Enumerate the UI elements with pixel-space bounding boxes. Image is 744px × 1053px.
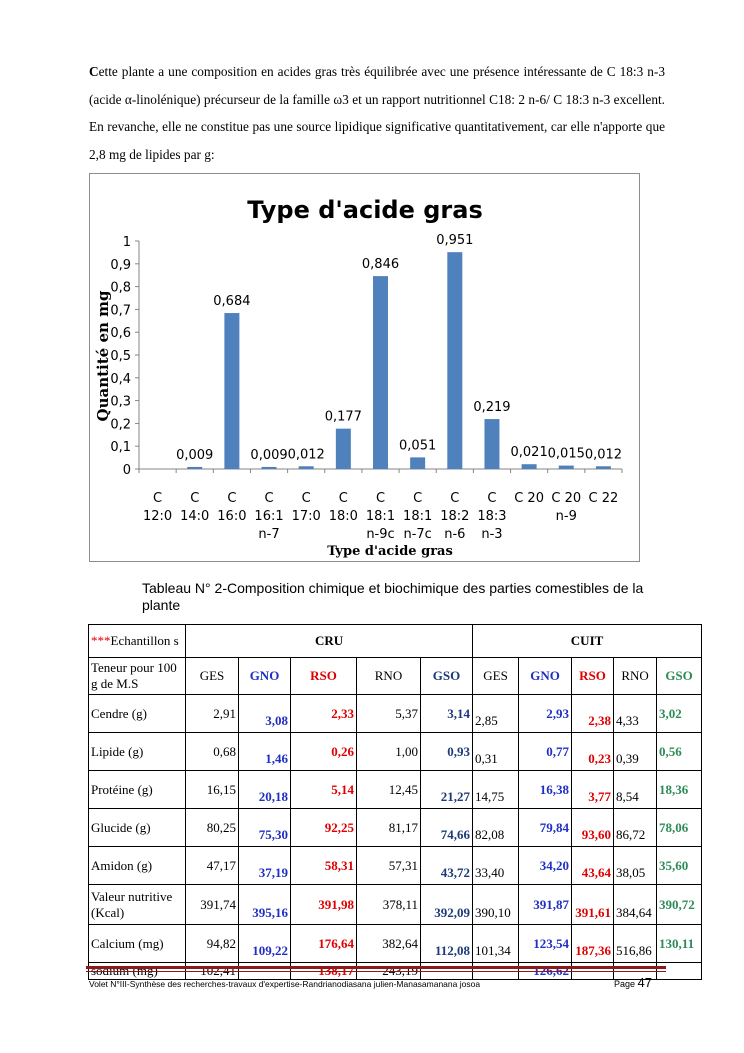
table-cell: 14,75 — [473, 771, 519, 809]
category-label: C — [301, 491, 311, 506]
bar — [224, 313, 239, 469]
y-tick-label: 0,5 — [110, 349, 131, 364]
table-row — [89, 925, 702, 963]
table-cell: 33,40 — [473, 847, 519, 885]
data-label: 0,684 — [213, 294, 251, 310]
col-header: RSO — [572, 658, 614, 695]
category-label: 16:0 — [217, 509, 247, 524]
table-cell: 74,66 — [421, 809, 473, 847]
table-cell: 378,11 — [357, 885, 421, 925]
category-label: 18:1 — [365, 509, 396, 524]
table-cell: 390,10 — [473, 885, 519, 925]
data-label: 0,846 — [361, 257, 400, 273]
table-cell: 3,08 — [239, 695, 291, 733]
bar — [522, 464, 537, 469]
row-label: Valeur nutritive (Kcal) — [89, 885, 186, 925]
composition-table — [88, 624, 702, 980]
col-header: RNO — [357, 658, 421, 695]
table-cell: 0,23 — [572, 733, 614, 771]
y-tick-label: 1 — [122, 235, 131, 250]
table-cell: 58,31 — [291, 847, 357, 885]
bar — [410, 457, 425, 469]
category-label: n-6 — [444, 527, 466, 542]
table-cell: 2,93 — [519, 695, 572, 733]
table-cell: 392,09 — [421, 885, 473, 925]
category-label: 17:0 — [291, 509, 321, 524]
table-cell: 187,36 — [572, 925, 614, 963]
category-label: C — [338, 491, 348, 506]
table-cell: 0,77 — [519, 733, 572, 771]
page-label: Page — [614, 979, 636, 989]
table-cell: 38,05 — [614, 847, 657, 885]
data-label: 0,012 — [287, 447, 325, 463]
table-cell: 391,87 — [519, 885, 572, 925]
col-header: GES — [473, 658, 519, 695]
bar — [447, 252, 462, 469]
table-cell: 47,17 — [186, 847, 239, 885]
category-label: C — [450, 491, 460, 506]
table-cell: 384,64 — [614, 885, 657, 925]
table-cell: 43,64 — [572, 847, 614, 885]
table-cell: 81,17 — [357, 809, 421, 847]
table-cell: 0,39 — [614, 733, 657, 771]
bar — [596, 466, 611, 469]
category-label: 18:3 — [477, 509, 507, 524]
category-label: C — [375, 491, 386, 506]
col-header: GSO — [657, 658, 702, 695]
col-header: GNO — [239, 658, 291, 695]
chart-svg — [90, 174, 639, 561]
data-label: 0,951 — [436, 233, 474, 249]
category-label: n-9 — [555, 509, 577, 524]
dropcap-letter: C — [89, 64, 99, 79]
category-label: C 20 — [551, 491, 582, 506]
table-row — [89, 885, 702, 925]
table-cell: 2,85 — [473, 695, 519, 733]
table-cell: 391,61 — [572, 885, 614, 925]
table-cell: 5,14 — [291, 771, 357, 809]
table-row — [89, 695, 702, 733]
table-cell: 5,37 — [357, 695, 421, 733]
y-axis-label: Quantité en mg — [94, 290, 112, 422]
category-label: C — [413, 491, 423, 506]
table-cell: 395,16 — [239, 885, 291, 925]
table-cell: 79,84 — [519, 809, 572, 847]
category-label: 18:2 — [440, 509, 470, 524]
data-label: 0,021 — [510, 445, 548, 461]
col-header: GES — [186, 658, 239, 695]
category-label: n-7 — [258, 527, 280, 542]
table-cell: 0,26 — [291, 733, 357, 771]
table-row — [89, 771, 702, 809]
y-tick-label: 0,9 — [110, 257, 131, 273]
data-label: 0,177 — [324, 409, 362, 425]
table-cell: 75,30 — [239, 809, 291, 847]
teneur-label: Teneur pour 100 g de M.S — [89, 658, 186, 695]
table-cell: 80,25 — [186, 809, 239, 847]
table-cell: 3,14 — [421, 695, 473, 733]
data-label: 0,009 — [176, 447, 214, 463]
intro-paragraph — [89, 58, 665, 168]
col-header: GNO — [519, 658, 572, 695]
table-cell: 93,60 — [572, 809, 614, 847]
group-cuit: CUIT — [473, 625, 702, 658]
page-number: 47 — [637, 975, 653, 990]
fatty-acid-chart — [89, 173, 640, 562]
table-cell: 3,77 — [572, 771, 614, 809]
category-label: C — [190, 491, 200, 506]
corner-label: Echantillon s — [110, 633, 179, 648]
table-row — [89, 733, 702, 771]
footer-rule-thin — [86, 971, 666, 972]
table-cell: 37,19 — [239, 847, 291, 885]
footer-page — [614, 975, 652, 990]
bar — [336, 429, 351, 469]
bar — [299, 466, 314, 469]
table-cell: 78,06 — [657, 809, 702, 847]
bar — [187, 467, 202, 469]
table-cell: 0,31 — [473, 733, 519, 771]
table-cell: 123,54 — [519, 925, 572, 963]
table-row — [89, 847, 702, 885]
table-cell: 1,46 — [239, 733, 291, 771]
category-label: 18:1 — [403, 509, 433, 524]
y-tick-label: 0,1 — [110, 440, 131, 456]
bar — [262, 467, 277, 469]
row-label: Lipide (g) — [89, 733, 186, 771]
table-cell: 82,08 — [473, 809, 519, 847]
data-label: 0,051 — [399, 438, 437, 454]
table-cell: 94,82 — [186, 925, 239, 963]
table-cell: 2,38 — [572, 695, 614, 733]
footer-rule-thick — [86, 966, 666, 969]
table-cell: 391,98 — [291, 885, 357, 925]
table-cell: 390,72 — [657, 885, 702, 925]
data-label: 0,015 — [547, 446, 585, 462]
x-axis-label: Type d'acide gras — [327, 544, 453, 559]
group-cru: CRU — [186, 625, 473, 658]
col-header: GSO — [421, 658, 473, 695]
table-cell: 2,91 — [186, 695, 239, 733]
table-cell: 2,33 — [291, 695, 357, 733]
category-label: 16:1 — [254, 509, 284, 524]
row-label: Cendre (g) — [89, 695, 186, 733]
col-header: RSO — [291, 658, 357, 695]
table-cell: 382,64 — [357, 925, 421, 963]
table-cell: 391,74 — [186, 885, 239, 925]
chart-title: Type d'acide gras — [247, 196, 483, 224]
table-cell: 176,64 — [291, 925, 357, 963]
category-label: C 20 — [514, 491, 544, 506]
row-label: Amidon (g) — [89, 847, 186, 885]
table-cell: 21,27 — [421, 771, 473, 809]
category-label: C — [487, 491, 497, 506]
category-label: n-3 — [481, 527, 503, 542]
table-cell: 1,00 — [357, 733, 421, 771]
table-cell: 112,08 — [421, 925, 473, 963]
table-cell: 3,02 — [657, 695, 702, 733]
table-cell: 86,72 — [614, 809, 657, 847]
table-row — [89, 809, 702, 847]
y-tick-label: 0,2 — [110, 417, 131, 433]
table-cell: 20,18 — [239, 771, 291, 809]
table-cell: 35,60 — [657, 847, 702, 885]
table-cell: 516,86 — [614, 925, 657, 963]
data-label: 0,219 — [473, 400, 511, 416]
category-label: 12:0 — [142, 509, 173, 524]
table-cell: 101,34 — [473, 925, 519, 963]
table-caption: Tableau N° 2-Composition chimique et biochimique des parties comestibles de la plante — [142, 580, 644, 613]
y-tick-label: 0,6 — [110, 326, 131, 342]
category-label: C — [153, 491, 163, 506]
y-tick-label: 0,4 — [110, 371, 131, 387]
paragraph-text: ette plante a une composition en acides gras très équilibrée avec une présence intéressante de C 18:3 n-3 (acide α-linolénique) précurseur de la famille ω3 et un rapport nutritionnel C18: 2 n-6/ C 18:3 n-3 excellent. En revanche, elle ne constitue pas une source lipidique significative quantitativement, car elle n'apporte que 2,8 mg de lipides par g: — [89, 64, 665, 162]
table-cell: 18,36 — [657, 771, 702, 809]
category-label: n-9c — [366, 527, 395, 542]
table-cell: 0,68 — [186, 733, 239, 771]
category-label: C 22 — [588, 491, 619, 506]
row-label: Calcium (mg) — [89, 925, 186, 963]
data-label: 0,009 — [250, 447, 288, 463]
table-cell: 0,93 — [421, 733, 473, 771]
table-cell: 16,15 — [186, 771, 239, 809]
bar — [373, 276, 388, 469]
col-header: RNO — [614, 658, 657, 695]
row-label: Glucide (g) — [89, 809, 186, 847]
table-cell: 34,20 — [519, 847, 572, 885]
table-cell: 43,72 — [421, 847, 473, 885]
table-cell: 16,38 — [519, 771, 572, 809]
table-cell: 12,45 — [357, 771, 421, 809]
row-label: Protéine (g) — [89, 771, 186, 809]
category-label: 14:0 — [180, 509, 210, 524]
y-tick-label: 0,3 — [110, 394, 131, 410]
y-tick-label: 0 — [122, 463, 131, 478]
category-label: n-7c — [403, 527, 432, 542]
table-cell: 0,56 — [657, 733, 702, 771]
table-cell: 109,22 — [239, 925, 291, 963]
table-cell: 92,25 — [291, 809, 357, 847]
category-label: C — [264, 491, 274, 506]
table-cell: 57,31 — [357, 847, 421, 885]
data-label: 0,012 — [584, 447, 623, 463]
footer-text: Volet N°III-Synthèse des recherches-travaux d'expertise-Randrianodiasana julien-Manasamanana josoa — [89, 979, 481, 989]
bar — [484, 419, 499, 469]
category-label: C — [227, 491, 237, 506]
table-cell: 130,11 — [657, 925, 702, 963]
corner-star: *** — [91, 633, 111, 648]
table-cell: 8,54 — [614, 771, 657, 809]
table-cell: 4,33 — [614, 695, 657, 733]
y-tick-label: 0,7 — [110, 303, 131, 319]
y-tick-label: 0,8 — [110, 280, 131, 296]
category-label: 18:0 — [328, 509, 358, 524]
bar — [559, 466, 574, 469]
corner-cell — [89, 625, 186, 658]
